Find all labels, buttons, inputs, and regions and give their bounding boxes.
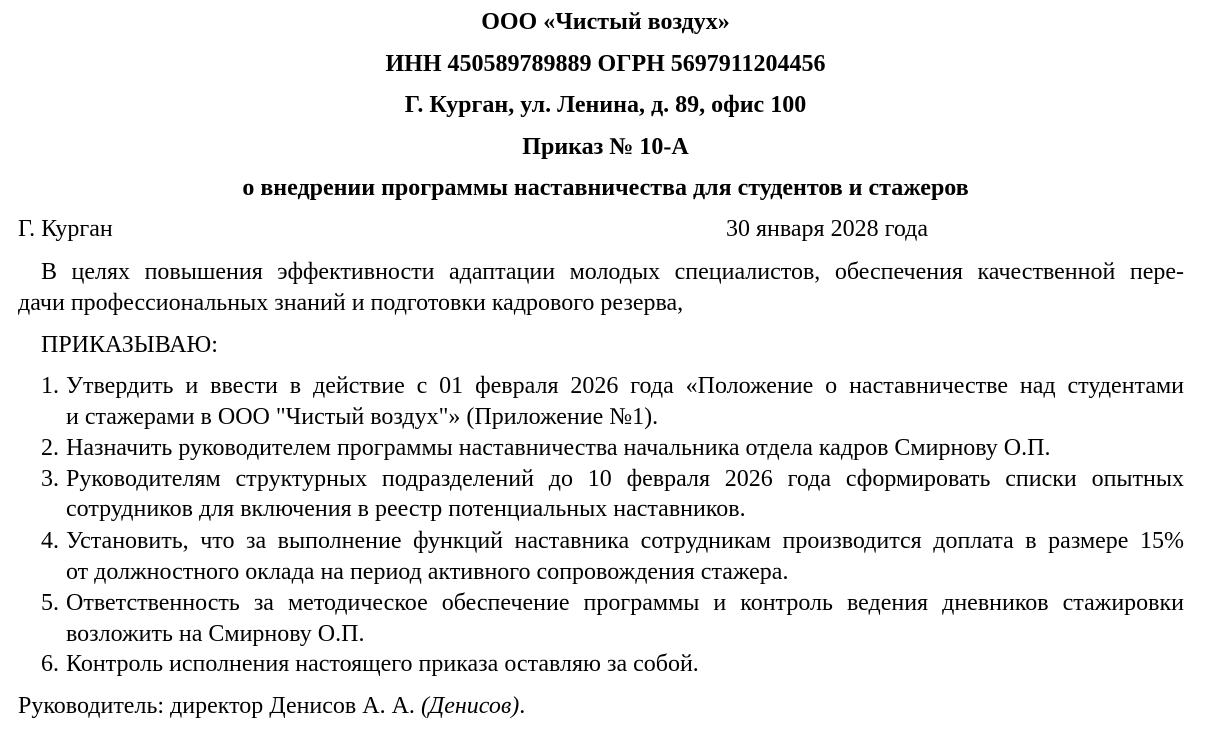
company-ids: ИНН 450589789889 ОГРН 5697911204456 xyxy=(385,51,826,77)
preamble-line-1: В целях повышения эффективности адаптации молодых специалистов, обеспечения качественной пере- xyxy=(41,259,1184,285)
company-address: Г. Курган, ул. Ленина, д. 89, офис 100 xyxy=(404,92,807,118)
signature-handwritten: (Денисов) xyxy=(420,693,520,719)
preamble-line-2: дачи профессиональных знаний и подготовки кадрового резерва, xyxy=(18,290,684,316)
signature-line xyxy=(18,693,525,720)
list-item-line: от должностного оклада на период активного сопровождения стажера. xyxy=(66,559,789,585)
list-item-number: 4. xyxy=(41,528,59,554)
list-item-line: сотрудников для включения в реестр потенциальных наставников. xyxy=(66,496,746,522)
list-item-line: Руководителям структурных подразделений до 10 февраля 2026 года сформировать списки опытных xyxy=(66,466,1184,492)
list-item-line: Контроль исполнения настоящего приказа оставляю за собой. xyxy=(66,651,699,677)
signature-label: Руководитель: директор Денисов А. А. xyxy=(18,693,415,719)
list-item-number: 1. xyxy=(41,373,59,399)
order-number: Приказ № 10-А xyxy=(522,134,689,160)
list-item-number: 5. xyxy=(41,590,59,616)
list-item-number: 2. xyxy=(41,435,59,461)
list-item-line: Утвердить и ввести в действие с 01 февраля 2026 года «Положение о наставничестве над студентами xyxy=(66,373,1184,399)
list-item-line: Установить, что за выполнение функций наставника сотрудникам производится доплата в размере 15% xyxy=(66,528,1184,554)
signature-end: . xyxy=(519,693,526,719)
list-item-line: и стажерами в ООО "Чистый воздух"» (Приложение №1). xyxy=(66,404,659,430)
list-item-line: Ответственность за методическое обеспечение программы и контроль ведения дневников стажировки xyxy=(66,590,1184,616)
list-item-number: 6. xyxy=(41,651,59,677)
list-item-line: возложить на Смирнову О.П. xyxy=(66,621,365,647)
order-subject: о внедрении программы наставничества для студентов и стажеров xyxy=(242,175,969,201)
company-name: ООО «Чистый воздух» xyxy=(481,9,730,35)
list-item-number: 3. xyxy=(41,466,59,492)
date: 30 января 2028 года xyxy=(726,216,929,242)
place: Г. Курган xyxy=(18,216,113,242)
order-word: ПРИКАЗЫВАЮ: xyxy=(41,332,218,358)
list-item-line: Назначить руководителем программы наставничества начальника отдела кадров Смирнову О.П. xyxy=(66,435,1051,461)
